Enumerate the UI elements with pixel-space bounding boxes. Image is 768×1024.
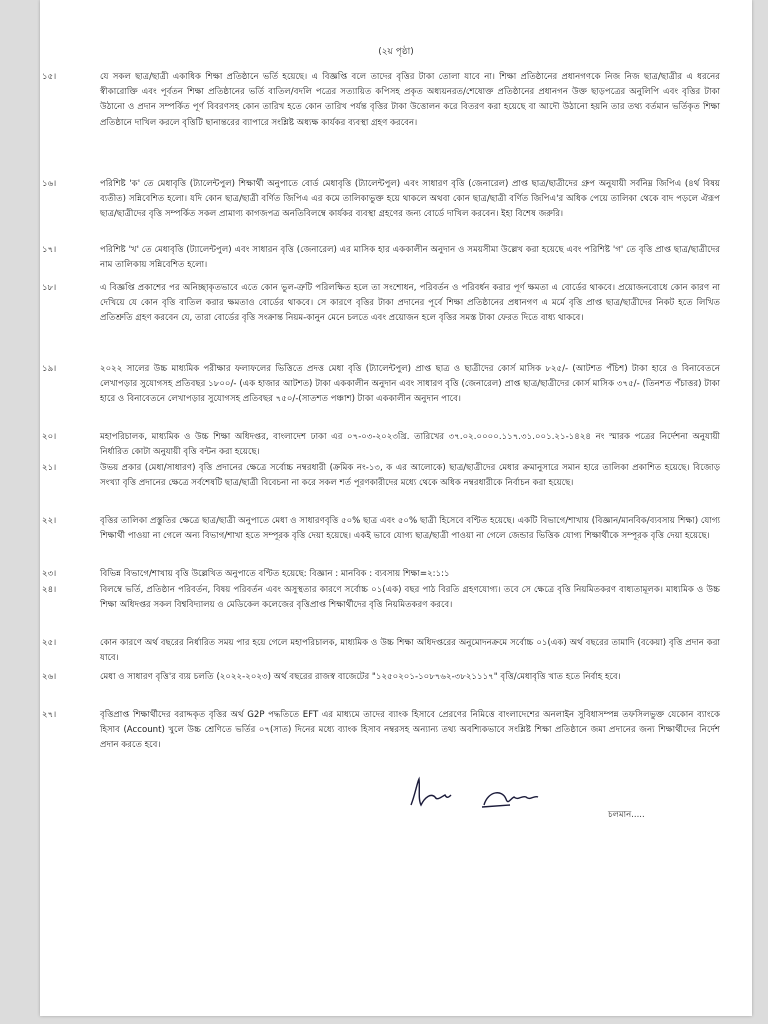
clause-text: এ বিজ্ঞপ্তি প্রকাশের পর অনিচ্ছাকৃতভাবে এতে কোন ভুল-ত্রুটি পরিলক্ষিত হলে তা সংশোধন, পরিবর্তন ও পরিবর্ধন করার পূর্ণ ক্ষমতা এ বোর্ডের থাকবে। প্রয়োজনবোধে কোন কারণ না দেখিয়ে যে কোন বৃত্তি বাতিল করার ক্ষমতাও বোর্ডের থাকবে। সে কারণে বৃত্তির টাকা প্রদানের পূর্বে শিক্ষা প্রতিষ্ঠানের প্রধানগণ এ মর্মে বৃত্তি প্রাপ্ত ছাত্র/ছাত্রীদের নিকট হতে লিখিত প্রতিশ্রুতি গ্রহণ করবেন যে, তারা বোর্ডের বৃত্তি সংক্রান্ত নিয়ম-কানুন মেনে চলতে এবং প্রয়োজন হলে বৃত্তির সমস্ত টাকা ফেরত দিতে বাধ্য থাকবে। <box>100 283 720 324</box>
signature-2 <box>480 785 542 811</box>
clause-22 <box>42 514 720 560</box>
clause-text: মহাপরিচালক, মাধ্যমিক ও উচ্চ শিক্ষা অধিদপ্তর, বাংলাদেশ ঢাকা এর ০৭-০৩-২০২৩খ্রি. তারিখের ৩৭.০২.০০০০.১১৭.৩১.০০১.২১-১৪২৪ নং স্মারক পত্রের নির্দেশনা অনুযায়ী নির্ধারিত কোটা অনুযায়ী বৃত্তি বন্টন করা হয়েছে। <box>100 432 720 458</box>
clause-text: বৃত্তিপ্রাপ্ত শিক্ষার্থীদের বরাদ্দকৃত বৃত্তির অর্থ G2P পদ্ধতিতে EFT এর মাধ্যমে তাদের ব্যাংক হিসাবে প্রেরণের নিমিত্তে বাংলাদেশের অনলাইন সুবিধাসম্পন্ন তফসিলভুক্ত যেকোন ব্যাংকে হিসাব (Account) খুলে উচ্চ শ্রেণিতে ভর্তির ০৭(সাত) দিনের মধ্যে ব্যাংক হিসাব নম্বরসহ অন্যান্য তথ্য অবশ্যিকভাবে সংশ্লিষ্ট শিক্ষা প্রতিষ্ঠানে জমা প্রদানের জন্য শিক্ষার্থীদের নির্দেশ প্রদান করতে হবে। <box>100 710 720 751</box>
clause-number: ২১। <box>42 463 57 473</box>
clause-19 <box>42 362 720 424</box>
clause-text: বিলম্বে ভর্তি, প্রতিষ্ঠান পরিবর্তন, বিষয় পরিবর্তন এবং অসুস্থতার কারণে সর্বোচ্চ ০১(এক) বছর পাঠ বিরতি গ্রহণযোগ্য। তবে সে ক্ষেত্রে বৃত্তি নিয়মিতকরণ বাধ্যতামূলক। মাধ্যমিক ও উচ্চ শিক্ষা অধিদপ্তর সকল বিশ্ববিদ্যালয় ও মেডিকেল কলেজের বৃত্তিপ্রাপ্ত শিক্ষার্থীদের বৃত্তি নিয়মিতকরণ করবে। <box>100 585 720 611</box>
clause-text: কোন কারণে অর্থ বছরের নির্ধারিত সময় পার হয়ে গেলে মহাপরিচালক, মাধ্যমিক ও উচ্চ শিক্ষা অধিদপ্তরের অনুমোদনক্রমে সর্বোচ্চ ০১(এক) অর্থ বছরের তামাদি (বকেয়া) বৃত্তি প্রদান করা যাবে। <box>100 638 720 664</box>
clause-text: পরিশিষ্ট 'খ' তে মেধাবৃত্তি (ট্যালেন্টপুল) এবং সাধারন বৃত্তি (জেনারেল) এর মাসিক হার এককালীন অনুদান ও সময়সীমা উল্লেখ করা হয়েছে এবং পরিশিষ্ট 'গ' তে বৃত্তি প্রাপ্ত ছাত্র/ছাত্রীদের নাম তালিকায় সন্নিবেশিত হলো। <box>100 245 720 271</box>
signature-1 <box>405 775 455 811</box>
clause-text: যে সকল ছাত্র/ছাত্রী একাধিক শিক্ষা প্রতিষ্ঠানে ভর্তি হয়েছে। এ বিজ্ঞপ্তি বলে তাদের বৃত্তির টাকা তোলা যাবে না। শিক্ষা প্রতিষ্ঠানের প্রধানগণকে নিজ নিজ ছাত্র/ছাত্রীর এ ধরনের স্বীকারোক্তি এবং পূর্বতন শিক্ষা প্রতিষ্ঠানের ভর্তি বাতিল/বদলি পত্রের সত্যায়িত কপিসহ প্রকৃত অধ্যয়নরত/শেষোক্ত প্রতিষ্ঠানের প্রধানগন উক্ত ছাড়পত্রের অনুলিপি এবং বৃত্তির টাকা উঠানো ও প্রদান সম্পর্কিত পূর্ণ বিবরণসহ কোন তারিখ হতে কোন তারিখ পর্যন্ত বৃত্তির টাকা উত্তোলন করে বিতরণ করা হয়েছে বা আদৌ উঠানো হয়নি তার তথ্য বর্তমান ভর্তিকৃত শিক্ষা প্রতিষ্ঠানে দাখিল করলে বৃত্তিটি ছানান্তরের ব্যাপারে সংশ্লিষ্ট অধ্যক্ষ কার্যকর ব্যবস্থা গ্রহণ করবেন। <box>100 72 720 128</box>
clause-23 <box>42 567 720 583</box>
clause-17 <box>42 243 720 274</box>
clause-text: মেধা ও সাধারণ বৃত্তি'র ব্যয় চলতি (২০২২-২০২৩) অর্থ বছরের রাজস্ব বাজেটের "১২৫০২০১-১০৮৭৬২-৩৮২১১১৭" বৃত্তি/মেধাবৃত্তি খাত হতে নির্বাহ হবে। <box>100 672 621 682</box>
clause-number: ১৯। <box>42 364 57 374</box>
clause-text: উভয় প্রকার (মেধা/সাধারণ) বৃত্তি প্রদানের ক্ষেত্রে সর্বোচ্চ নম্বরধারী (ক্রমিক নং-১৩, ক এর আলোকে) ছাত্র/ছাত্রীদের মেধার ক্রমানুসারে সমান হারে তালিকা প্রকাশিত হয়েছে। বিজোড় সংখ্যা বৃত্তি প্রদানের ক্ষেত্রে সর্বশেষটি ছাত্র/ছাত্রী বিবেচনা না করে সকল শর্ত পূরণকারীদের মধ্যে থেকে অধিক নম্বরধারীকে নির্বাচন করা হয়েছে। <box>100 463 720 489</box>
clause-number: ২২। <box>42 516 57 526</box>
clause-18 <box>42 281 720 358</box>
clause-number: ১৬। <box>42 179 57 189</box>
clause-text: পরিশিষ্ট 'ক' তে মেধাবৃত্তি (ট্যালেন্টপুল) শিক্ষার্থী অনুপাতে বোর্ড মেধাবৃত্তি (ট্যালেন্টপুল) এবং সাধারণ বৃত্তি (জেনারেল) প্রাপ্ত ছাত্র/ছাত্রীদের গ্রুপ অনুযায়ী সর্বনিম্ন জিপিএ (৪র্থ বিষয় ব্যতীত) সন্নিবেশিত হলো। যদি কোন ছাত্র/ছাত্রী বর্ণিত জিপিএ এর কমে তালিকাভুক্ত হয়ে থাকলে অথবা কোন ছাত্র/ছাত্রী বর্ণিত জিপিএ'র অধিক পেয়ে তালিকা থেকে বাদ পড়লে ঐরূপ ছাত্র/ছাত্রীদের বৃত্তি সম্পর্কিত সকল প্রামাণ্য কাগজপত্র অনতিবিলম্বে কার্যকর ব্যবস্থা গ্রহণের জন্য বোর্ডে দাখিল করবেন। ইহা বিশেষ জরুরি। <box>100 179 720 220</box>
clause-24 <box>42 583 720 629</box>
clause-text: বৃত্তির তালিকা প্রস্তুতির ক্ষেত্রে ছাত্র/ছাত্রী অনুপাতে মেধা ও সাধারণবৃত্তি ৫০% ছাত্র এবং ৫০% ছাত্রী হিসেবে বণ্টিত হয়েছে। একটি বিভাগে/শাখায় (বিজ্ঞান/মানবিক/ব্যবসায় শিক্ষা) যোগ্য শিক্ষার্থী পাওয়া না গেলে অন্য বিভাগ/শাখা হতে সম্পূরক বৃত্তি দেয়া হয়েছে। একই ভাবে যোগ্য ছাত্র/ছাত্রী পাওয়া না গেলে জেন্ডার ভিত্তিক যোগ্য শিক্ষার্থীকে সম্পূরক বৃত্তি দেয়া হয়েছে। <box>100 516 720 542</box>
clause-27 <box>42 708 720 770</box>
clause-number: ১৫। <box>42 72 57 82</box>
clause-25 <box>42 636 720 667</box>
clause-26 <box>42 670 720 701</box>
clause-16 <box>42 177 720 239</box>
clause-20 <box>42 430 720 461</box>
clause-15 <box>42 70 720 162</box>
clause-number: ২০। <box>42 432 57 442</box>
clause-number: ২৫। <box>42 638 57 648</box>
clause-number: ২৪। <box>42 585 57 595</box>
clause-number: ১৮। <box>42 283 57 293</box>
clause-number: ২৭। <box>42 710 57 720</box>
clause-21 <box>42 461 720 507</box>
clause-number: ২৩। <box>42 569 57 579</box>
clause-text: বিভিন্ন বিভাগে/শাখায় বৃত্তি উল্লেখিত অনুপাতে বণ্টিত হয়েছে: বিজ্ঞান : মানবিক : ব্যবসায় শিক্ষা=২:১:১ <box>100 569 450 579</box>
page-label: (২য় পৃষ্ঠা) <box>378 47 414 57</box>
clause-number: ২৬। <box>42 672 57 682</box>
clause-number: ১৭। <box>42 245 57 255</box>
clause-text: ২০২২ সালের উচ্চ মাধ্যমিক পরীক্ষার ফলাফলের ভিত্তিতে প্রদত্ত মেধা বৃত্তি (ট্যালেন্টপুল) প্রাপ্ত ছাত্র ও ছাত্রীদের কোর্স মাসিক ৮২৫/- (আটশত পঁচিশ) টাকা হারে ও বিনাবেতনে লেখাপড়ার সুযোগসহ প্রতিবছর ১৮০০/- (এক হাজার আটশত) টাকা এককালীন অনুদান এবং সাধারণ বৃত্তি (জেনারেল) প্রাপ্ত ছাত্র/ছাত্রীদের কোর্স মাসিক ৩৭৫/- (তিনশত পঁচাত্তর) টাকা হারে ও বিনাবেতনে লেখাপড়ার সুযোগসহ প্রতিবছর ৭৫০/-(সাতশত পঞ্চাশ) টাকা এককালীন অনুদান পাবে। <box>100 364 720 405</box>
document-page <box>40 0 752 1016</box>
continued-label: চলমান..... <box>608 810 645 820</box>
